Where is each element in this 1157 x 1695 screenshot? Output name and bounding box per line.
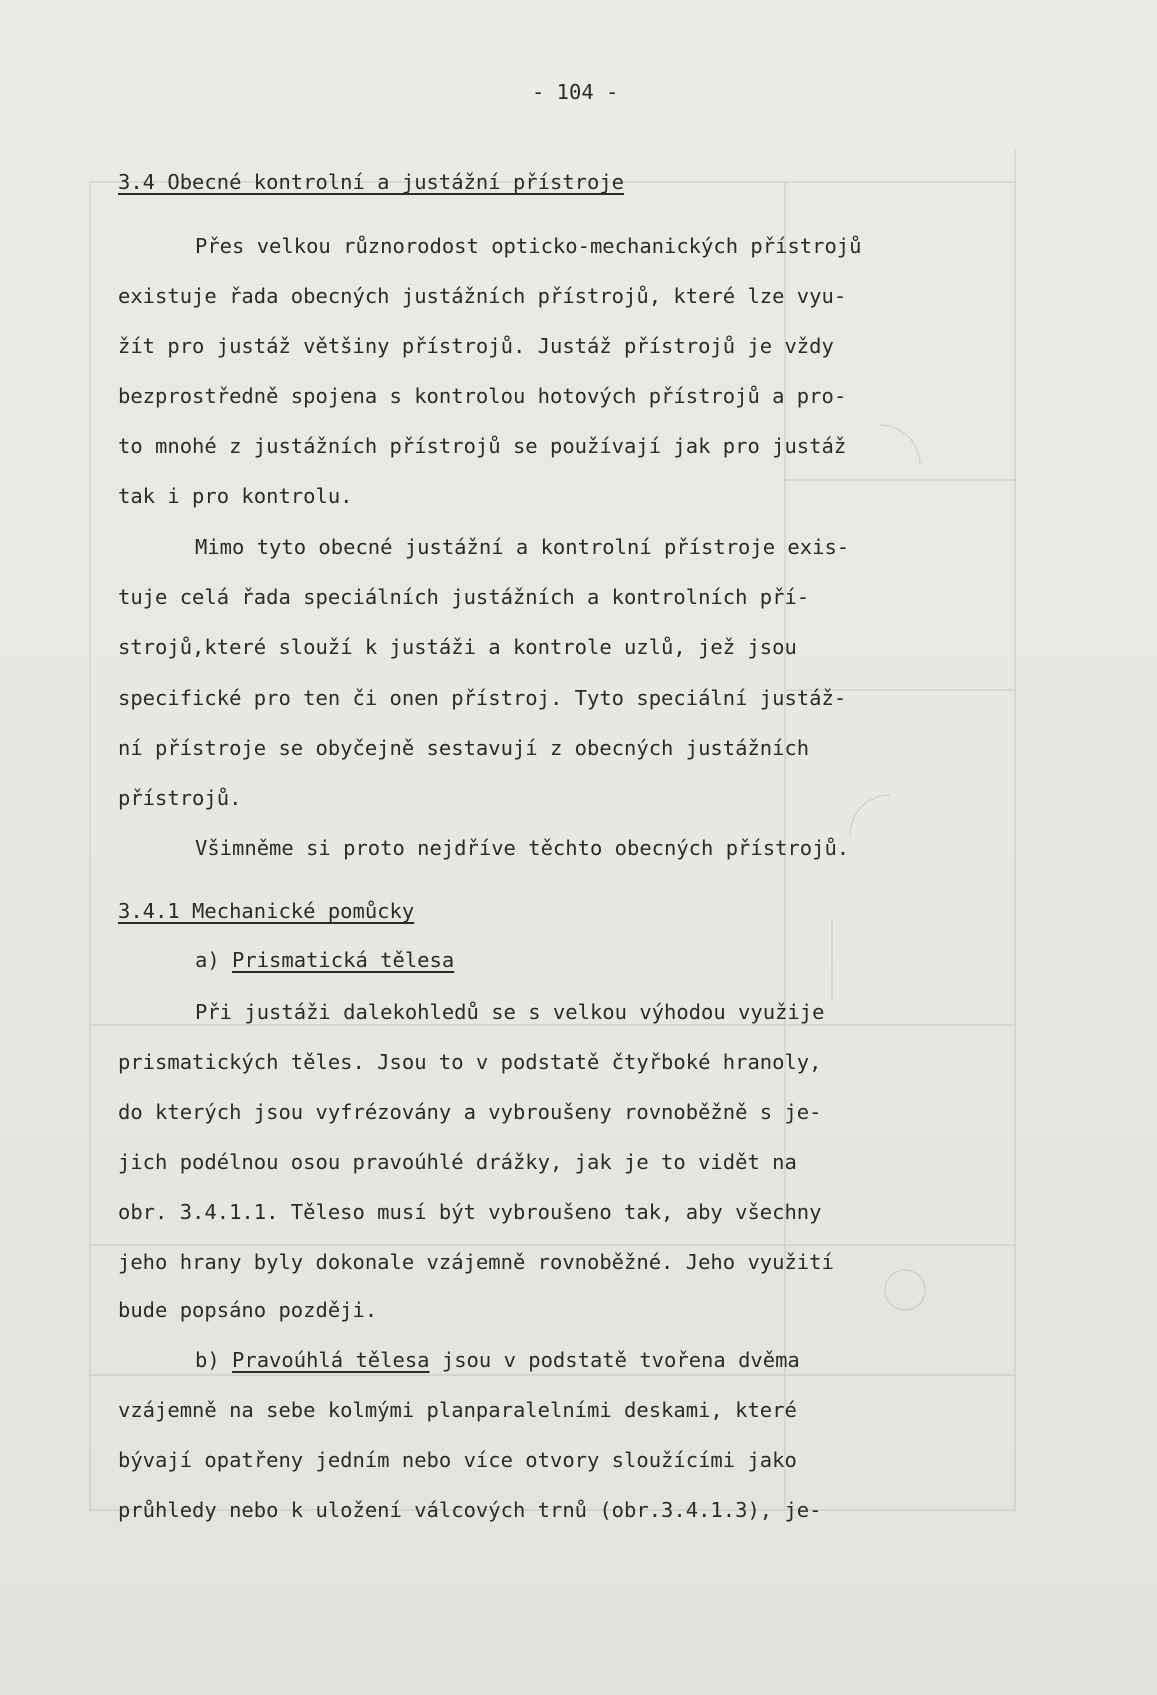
body-line: strojů,které slouží k justáži a kontrole uzlů, jež jsou: [118, 635, 797, 659]
section-heading: 3.4 Obecné kontrolní a justážní přístroje: [118, 170, 625, 194]
body-line: Přes velkou různorodost opticko-mechanických přístrojů: [195, 234, 862, 258]
item-a-title: Prismatická tělesa: [232, 948, 455, 972]
body-line: Všimněme si proto nejdříve těchto obecných přístrojů.: [195, 836, 850, 860]
body-line: prismatických těles. Jsou to v podstatě čtyřboké hranoly,: [118, 1050, 822, 1074]
body-line: bývají opatřeny jedním nebo více otvory sloužícími jako: [118, 1448, 797, 1472]
body-line: vzájemně na sebe kolmými planparalelními deskami, které: [118, 1398, 797, 1422]
body-line: žít pro justáž většiny přístrojů. Justáž přístrojů je vždy: [118, 334, 834, 358]
body-line: ní přístroje se obyčejně sestavují z obecných justážních: [118, 736, 810, 760]
body-line: Při justáži dalekohledů se s velkou výhodou využije: [195, 1000, 825, 1024]
item-b-heading: [195, 1350, 800, 1371]
body-line: průhledy nebo k uložení válcových trnů (obr.3.4.1.3), je-: [118, 1498, 822, 1522]
body-line: existuje řada obecných justážních přístrojů, které lze vyu-: [118, 284, 847, 308]
item-b-rest: jsou v podstatě tvořena dvěma: [429, 1348, 800, 1372]
item-b-prefix: b): [195, 1348, 233, 1372]
body-line: Mimo tyto obecné justážní a kontrolní přístroje exis-: [195, 535, 850, 559]
body-line: jeho hrany byly dokonale vzájemně rovnoběžné. Jeho využití: [118, 1250, 834, 1274]
body-line: tuje celá řada speciálních justážních a kontrolních pří-: [118, 585, 810, 609]
body-line: tak i pro kontrolu.: [118, 484, 353, 508]
body-line: to mnohé z justážních přístrojů se používají jak pro justáž: [118, 434, 847, 458]
body-line: přístrojů.: [118, 786, 242, 810]
item-b-title: Pravoúhlá tělesa: [232, 1348, 430, 1372]
item-a-prefix: a): [195, 948, 233, 972]
body-line: bude popsáno později.: [118, 1298, 378, 1322]
item-a-heading: [195, 950, 454, 971]
body-line: specifické pro ten či onen přístroj. Tyto speciální justáž-: [118, 686, 847, 710]
subsection-heading: 3.4.1 Mechanické pomůcky: [118, 899, 415, 923]
body-line: jich podélnou osou pravoúhlé drážky, jak je to vidět na: [118, 1150, 797, 1174]
body-line: obr. 3.4.1.1. Těleso musí být vybroušeno tak, aby všechny: [118, 1200, 822, 1224]
body-line: do kterých jsou vyfrézovány a vybroušeny rovnoběžně s je-: [118, 1100, 822, 1124]
page-number: - 104 -: [532, 80, 619, 104]
body-line: bezprostředně spojena s kontrolou hotových přístrojů a pro-: [118, 384, 847, 408]
